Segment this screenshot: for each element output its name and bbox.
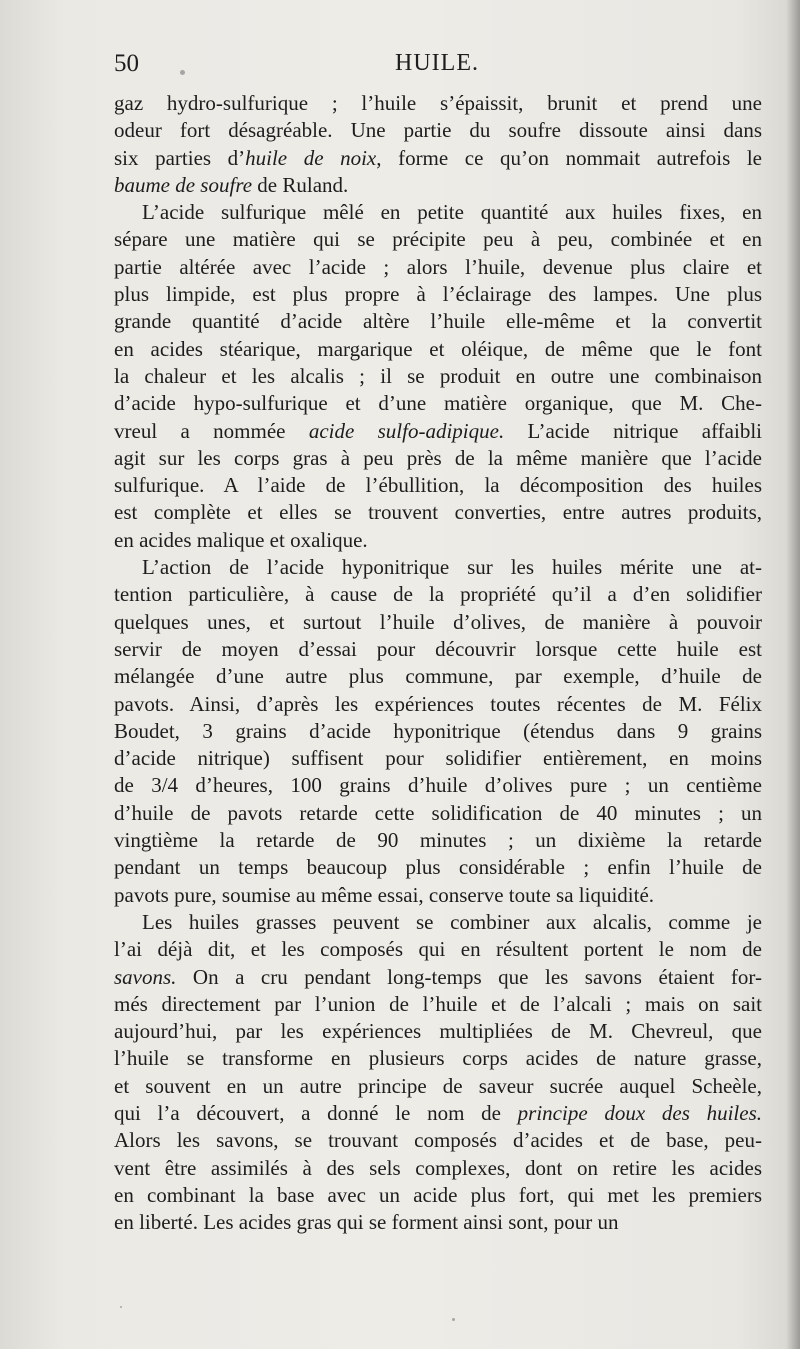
text-line	[114, 854, 762, 881]
text-run: partie altérée avec l’acide ; alors l’huile, devenue plus claire et	[114, 254, 762, 279]
text-line	[114, 1127, 762, 1154]
text-line	[114, 800, 762, 827]
text-line	[114, 281, 762, 308]
text-run: L’acide sulfurique mêlé en petite quantité aux huiles fixes, en	[142, 200, 762, 225]
text-run: et souvent en un autre principe de saveur sucrée auquel Scheèle,	[114, 1073, 762, 1098]
text-line	[114, 936, 762, 963]
text-line	[114, 199, 762, 226]
italic-run: huile de noix	[245, 145, 377, 170]
page-number: 50	[114, 50, 139, 77]
running-title: HUILE.	[395, 50, 479, 76]
text-run: quelques unes, et surtout l’huile d’olives, de manière à pouvoir	[114, 609, 762, 634]
text-run: l’huile se transforme en plusieurs corps acides de nature grasse,	[114, 1046, 762, 1071]
text-run: més directement par l’union de l’huile et de l’alcali ; mais on sait	[114, 991, 762, 1016]
text-run: grande quantité d’acide altère l’huile elle-même et la convertit	[114, 309, 762, 334]
text-line	[114, 1182, 762, 1209]
text-run: Boudet, 3 grains d’acide hyponitrique (étendus dans 9 grains	[114, 718, 762, 743]
text-run: vent être assimilés à des sels complexes, dont on retire les acides	[114, 1155, 762, 1180]
text-run: aujourd’hui, par les expériences multipliées de M. Chevreul, que	[114, 1019, 762, 1044]
text-run: d’huile de pavots retarde cette solidification de 40 minutes ; un	[114, 800, 762, 825]
ink-speck	[452, 1318, 455, 1321]
text-run: d’acide nitrique) suffisent pour solidifier entièrement, en moins	[114, 746, 762, 771]
text-line	[114, 964, 762, 991]
text-line	[114, 691, 762, 718]
text-run: la chaleur et les alcalis ; il se produit en outre une combinaison	[114, 363, 762, 388]
page-edge-shadow	[786, 0, 800, 1349]
text-line	[114, 554, 762, 581]
paragraph	[114, 90, 762, 199]
text-run: plus limpide, est plus propre à l’éclairage des lampes. Une plus	[114, 282, 762, 307]
text-run: L’acide nitrique affaibli	[504, 418, 763, 443]
text-line	[114, 745, 762, 772]
italic-run: acide sulfo-adipique.	[308, 418, 505, 443]
text-line	[114, 636, 762, 663]
text-line	[114, 445, 762, 472]
text-run: sulfurique. A l’aide de l’ébullition, la décomposition des huiles	[114, 473, 762, 498]
text-run: agit sur les corps gras à peu près de la même manière que l’acide	[114, 445, 762, 470]
text-run: l’ai déjà dit, et les composés qui en résultent portent le nom de	[114, 937, 762, 962]
text-run: vingtième la retarde de 90 minutes ; un dixième la retarde	[114, 828, 762, 853]
text-run: vreul a nommée	[114, 418, 309, 443]
text-run: pavots. Ainsi, d’après les expériences toutes récentes de M. Félix	[114, 691, 762, 716]
text-run: gaz hydro-sulfurique ; l’huile s’épaissit, brunit et prend une	[114, 91, 762, 115]
text-line	[114, 499, 762, 526]
text-line	[114, 581, 762, 608]
text-line	[114, 663, 762, 690]
text-line	[114, 718, 762, 745]
text-run: en acides stéarique, margarique et oléique, de même que le font	[114, 336, 762, 361]
text-line	[114, 390, 762, 417]
text-run: de Ruland.	[252, 172, 349, 197]
text-line	[114, 827, 762, 854]
text-run: sépare une matière qui se précipite peu à peu, combinée et en	[114, 227, 762, 252]
text-run: en liberté. Les acides gras qui se forment ainsi sont, pour un	[114, 1210, 619, 1235]
text-line	[114, 1209, 762, 1236]
text-line	[114, 882, 762, 909]
paragraph	[114, 199, 762, 554]
text-run: servir de moyen d’essai pour découvrir lorsque cette huile est	[114, 636, 762, 661]
text-line	[114, 308, 762, 335]
text-run: tention particulière, à cause de la propriété qu’il a d’en solidifier	[114, 582, 762, 607]
text-line	[114, 609, 762, 636]
text-line	[114, 254, 762, 281]
text-line	[114, 909, 762, 936]
text-line	[114, 172, 762, 199]
text-line	[114, 1155, 762, 1182]
text-run: On a cru pendant long-temps que les savons étaient for-	[176, 964, 762, 989]
italic-run: savons.	[114, 964, 177, 989]
text-line	[114, 1073, 762, 1100]
body-text	[114, 90, 762, 1236]
text-line	[114, 226, 762, 253]
text-run: qui l’a découvert, a donné le nom de	[114, 1100, 518, 1125]
text-run: pendant un temps beaucoup plus considérable ; enfin l’huile de	[114, 855, 762, 880]
text-line	[114, 1018, 762, 1045]
text-line	[114, 527, 762, 554]
italic-run: baume de soufre	[114, 172, 253, 197]
page-header	[114, 50, 760, 84]
text-line	[114, 90, 762, 117]
text-line	[114, 1100, 762, 1127]
text-run: Alors les savons, se trouvant composés d’acides et de base, peu-	[114, 1128, 762, 1153]
text-line	[114, 991, 762, 1018]
text-line	[114, 336, 762, 363]
text-run: six parties d’	[114, 145, 246, 170]
text-run: est complète et elles se trouvent converties, entre autres produits,	[114, 500, 762, 525]
text-line	[114, 1045, 762, 1072]
text-line	[114, 363, 762, 390]
text-run: , forme ce qu’on nommait autrefois le	[376, 145, 763, 170]
text-run: en combinant la base avec un acide plus fort, qui met les premiers	[114, 1182, 762, 1207]
text-run: en acides malique et oxalique.	[114, 527, 368, 552]
text-line	[114, 772, 762, 799]
italic-run: principe doux des huiles.	[517, 1100, 762, 1125]
ink-speck	[180, 70, 185, 75]
text-line	[114, 418, 762, 445]
text-run: L’action de l’acide hyponitrique sur les huiles mérite une at-	[142, 555, 762, 580]
text-run: pavots pure, soumise au même essai, conserve toute sa liquidité.	[114, 882, 655, 907]
ink-speck	[120, 1306, 122, 1308]
paragraph	[114, 909, 762, 1237]
text-run: odeur fort désagréable. Une partie du soufre dissoute ainsi dans	[114, 118, 762, 143]
text-run: d’acide hypo-sulfurique et d’une matière organique, que M. Che-	[114, 391, 762, 416]
text-line	[114, 472, 762, 499]
paragraph	[114, 554, 762, 909]
text-line	[114, 145, 762, 172]
text-line	[114, 117, 762, 144]
text-run: de 3/4 d’heures, 100 grains d’huile d’olives pure ; un centième	[114, 773, 762, 798]
text-run: mélangée d’une autre plus commune, par exemple, d’huile de	[114, 664, 762, 689]
text-run: Les huiles grasses peuvent se combiner aux alcalis, comme je	[142, 909, 762, 934]
